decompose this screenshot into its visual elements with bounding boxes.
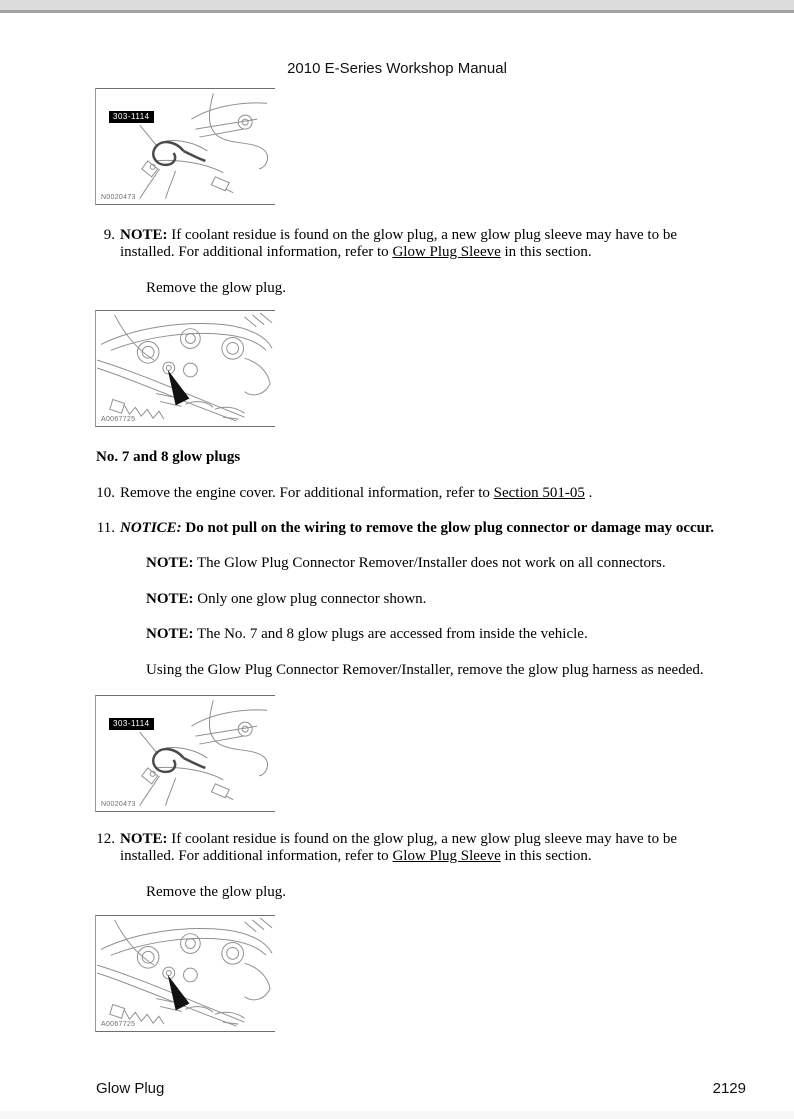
figure-glow-plug-location-1: [95, 310, 275, 427]
text-segment: If coolant residue is found on the glow plug, a new glow plug sleeve may have to be installed. For additional information, refer to: [120, 831, 677, 864]
text-segment: The Glow Plug Connector Remover/Installer does not work on all connectors.: [193, 555, 666, 571]
text-segment: .: [584, 485, 593, 501]
tool-callout-badge: 303-1114: [109, 111, 154, 123]
figure-glow-plug-location-2: [95, 915, 275, 1032]
top-chrome-bar: [0, 0, 794, 10]
figure-glow-plug-tool-2: [95, 695, 275, 812]
text-segment: NOTE:: [120, 831, 168, 847]
figure-glow-plug-tool-1: [95, 88, 275, 205]
page-footer: [96, 1080, 746, 1097]
text-segment: in this section.: [500, 848, 592, 864]
page-title: 2010 E-Series Workshop Manual: [287, 60, 507, 77]
step-11: [96, 520, 794, 537]
text-segment: NOTE:: [120, 227, 168, 243]
engine-line-art: [96, 916, 275, 1031]
step-10: [96, 485, 794, 502]
tool-callout-badge: 303-1114: [109, 718, 154, 730]
step-number: 11.: [96, 520, 115, 536]
text-segment: in this section.: [500, 244, 592, 260]
figure-part-number: A0067725: [101, 1021, 136, 1028]
inline-link[interactable]: Glow Plug Sleeve: [392, 244, 501, 260]
text-segment: The No. 7 and 8 glow plugs are accessed from inside the vehicle.: [193, 626, 588, 642]
text-segment: NOTE:: [146, 626, 194, 642]
section-heading: No. 7 and 8 glow plugs: [96, 449, 241, 465]
text-segment: Remove the engine cover. For additional information, refer to: [120, 485, 494, 501]
note-remover-compatibility: [146, 555, 742, 572]
step-number: 10.: [96, 485, 115, 501]
text-segment: NOTE:: [146, 591, 194, 607]
top-chrome-divider: [0, 10, 794, 13]
engine-sketch-lines: [140, 93, 268, 198]
engine-sketch-lines: [97, 918, 272, 1026]
bottom-strip: [0, 1111, 794, 1119]
step-number: 12.: [96, 831, 115, 847]
step-text: [120, 485, 716, 502]
step-number: 9.: [103, 227, 115, 243]
engine-sketch-lines: [97, 313, 272, 421]
text-segment: Only one glow plug connector shown.: [193, 591, 427, 607]
figure-part-number: N0020473: [101, 801, 136, 808]
inline-link[interactable]: Glow Plug Sleeve: [392, 848, 501, 864]
inline-link[interactable]: Section 501-05: [493, 485, 585, 501]
using-remover-instruction: Using the Glow Plug Connector Remover/Installer, remove the glow plug harness as needed.: [146, 662, 704, 678]
figure-part-number: A0067725: [101, 416, 136, 423]
step-text: [120, 831, 716, 865]
remove-glow-plug-instruction: Remove the glow plug.: [146, 280, 286, 296]
step-9: [96, 227, 794, 261]
footer-section-name: Glow Plug: [96, 1080, 165, 1097]
text-segment: NOTICE:: [120, 520, 182, 536]
step-text: [120, 520, 714, 537]
step-text: [120, 227, 716, 261]
tool-line-art: [96, 89, 275, 204]
note-one-connector: [146, 591, 742, 608]
remove-glow-plug-instruction: Remove the glow plug.: [146, 884, 286, 900]
text-segment: If coolant residue is found on the glow plug, a new glow plug sleeve may have to be installed. For additional information, refer to: [120, 227, 677, 260]
note-access-from-vehicle: [146, 626, 742, 643]
engine-line-art: [96, 311, 275, 426]
text-segment: NOTE:: [146, 555, 194, 571]
engine-sketch-lines: [140, 700, 268, 805]
text-segment: Do not pull on the wiring to remove the glow plug connector or damage may occur.: [181, 520, 715, 536]
figure-part-number: N0020473: [101, 194, 136, 201]
step-12: [96, 831, 794, 865]
footer-page-number: 2129: [712, 1080, 746, 1097]
tool-line-art: [96, 696, 275, 811]
